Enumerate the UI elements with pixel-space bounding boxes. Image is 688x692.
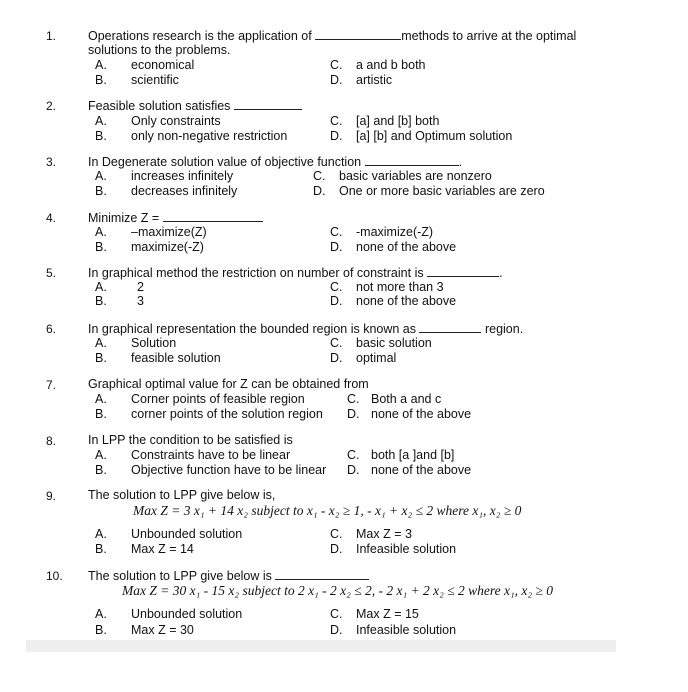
option-d: D. optimal	[330, 351, 397, 365]
option-b: B. maximize(-Z)	[95, 240, 204, 254]
option-c: C. [a] and [b] both	[330, 114, 440, 128]
option-b: B. corner points of the solution region	[95, 407, 323, 421]
question-stem: In Degenerate solution value of objective function .	[88, 155, 463, 169]
question-number: 9.	[46, 489, 57, 503]
lpp-formula: Max Z = 3 x₁ + 14 x₂ subject to x₁ - x₂ ≥ 1, - x₁ + x₂ ≤ 2 where x₁, x₂ ≥ 0	[133, 503, 522, 518]
option-d: D. none of the above	[330, 240, 457, 254]
question-stem: The solution to LPP give below is,	[88, 488, 276, 502]
option-a: A. Constraints have to be linear	[95, 448, 291, 462]
option-a: A. economical	[95, 58, 195, 72]
question-stem: Operations research is the application of methods to arrive at the optimal	[88, 29, 577, 43]
option-b: B. decreases infinitely	[95, 184, 238, 198]
question-stem: Feasible solution satisfies	[88, 98, 302, 113]
question-stem-line2: solutions to the problems.	[88, 43, 231, 57]
answer-blank	[234, 98, 302, 110]
question-number: 3.	[46, 155, 57, 169]
option-d: D. none of the above	[347, 407, 472, 421]
option-d: D. Infeasible solution	[330, 542, 457, 556]
question-number: 6.	[46, 322, 57, 336]
question-number: 4.	[46, 211, 57, 225]
question-number: 8.	[46, 434, 57, 448]
option-d: D. none of the above	[347, 463, 472, 477]
page-footer-bar	[26, 640, 616, 652]
answer-blank	[275, 568, 369, 580]
option-a: A. Unbounded solution	[95, 607, 243, 621]
question-stem: In LPP the condition to be satisfied is	[88, 433, 293, 447]
answer-blank	[163, 210, 263, 222]
option-a: A. –maximize(Z)	[95, 225, 207, 239]
option-d: D. [a] [b] and Optimum solution	[330, 129, 513, 143]
option-b: B. Max Z = 14	[95, 542, 194, 556]
option-d: D. none of the above	[330, 294, 457, 308]
option-b: B. Max Z = 30	[95, 623, 194, 637]
option-b: B. only non-negative restriction	[95, 129, 288, 143]
option-b: B. feasible solution	[95, 351, 221, 365]
answer-blank	[419, 321, 481, 333]
answer-blank	[427, 265, 499, 277]
question-number: 2.	[46, 99, 57, 113]
lpp-formula: Max Z = 30 x₁ - 15 x₂ subject to 2 x₁ - 2 x₂ ≤ 2, - 2 x₁ + 2 x₂ ≤ 2 where x₁, x₂ ≥ 0	[122, 583, 554, 598]
option-c: C. Max Z = 3	[330, 527, 412, 541]
question-number: 1.	[46, 29, 57, 43]
question-number: 5.	[46, 266, 57, 280]
option-c: C. a and b both	[330, 58, 426, 72]
option-c: C. basic variables are nonzero	[313, 169, 492, 183]
option-c: C. both [a ]and [b]	[347, 448, 455, 462]
option-c: C. basic solution	[330, 336, 432, 350]
question-stem: The solution to LPP give below is	[88, 568, 369, 583]
option-d: D. Infeasible solution	[330, 623, 457, 637]
question-number: 7.	[46, 378, 57, 392]
option-c: C. Max Z = 15	[330, 607, 419, 621]
option-a: A. Only constraints	[95, 114, 221, 128]
option-a: A. Solution	[95, 336, 177, 350]
answer-blank	[365, 154, 459, 166]
option-b: B. Objective function have to be linear	[95, 463, 327, 477]
option-a: A. Corner points of feasible region	[95, 392, 305, 406]
question-number: 10.	[46, 569, 63, 583]
option-d: D. artistic	[330, 73, 393, 87]
option-c: C. -maximize(-Z)	[330, 225, 434, 239]
option-c: C. Both a and c	[347, 392, 442, 406]
option-b: B. scientific	[95, 73, 179, 87]
option-a: A. Unbounded solution	[95, 527, 243, 541]
question-stem: In graphical method the restriction on number of constraint is .	[88, 266, 503, 280]
option-a: A. increases infinitely	[95, 169, 234, 183]
question-stem: In graphical representation the bounded region is known as region.	[88, 322, 524, 336]
question-stem: Minimize Z =	[88, 210, 263, 225]
option-c: C. not more than 3	[330, 280, 444, 294]
answer-blank	[315, 28, 401, 40]
option-a: A. 2	[95, 280, 144, 294]
option-d: D. One or more basic variables are zero	[313, 184, 545, 198]
option-b: B. 3	[95, 294, 144, 308]
question-stem: Graphical optimal value for Z can be obtained from	[88, 377, 369, 391]
